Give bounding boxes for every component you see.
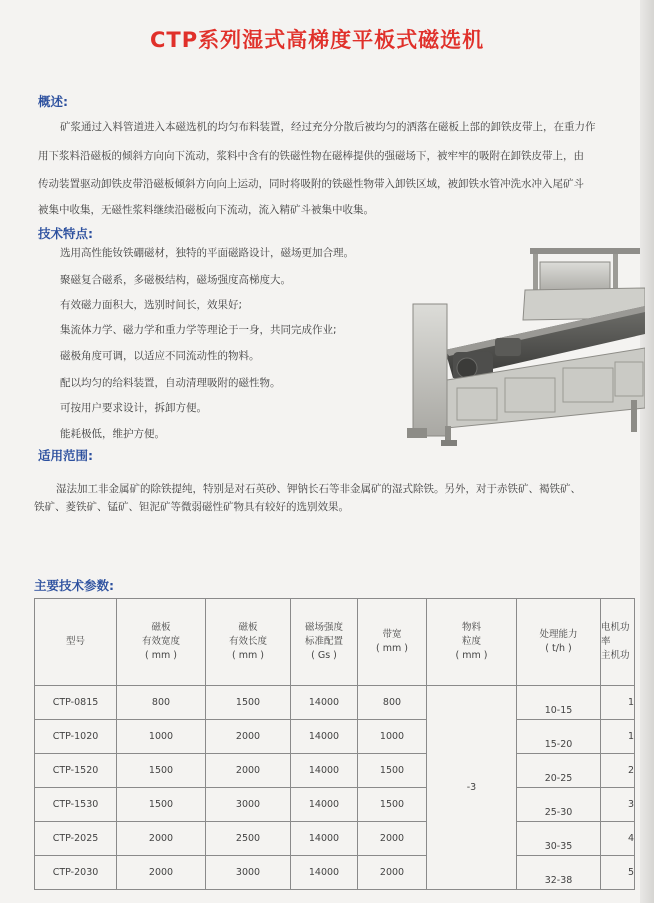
spec-table: [34, 598, 635, 890]
cell-capacity: 15-20: [517, 720, 601, 754]
cell-field: 14000: [291, 720, 358, 754]
cell-power: 2: [601, 754, 635, 788]
features-heading: 技术特点:: [38, 226, 93, 241]
cell-power: 4: [601, 822, 635, 856]
feature-item: 配以均匀的给料装置，自动清理吸附的磁性物。: [60, 377, 281, 389]
cell-field: 14000: [291, 686, 358, 720]
cell-width: 1500: [117, 754, 206, 788]
table-row: [35, 856, 635, 890]
cell-granularity: -3: [427, 686, 517, 890]
cell-model: CTP-2025: [35, 822, 117, 856]
cell-belt: 1500: [358, 788, 427, 822]
magnetic-separator-photo: [405, 240, 645, 452]
cell-width: 1000: [117, 720, 206, 754]
cell-power: 1: [601, 686, 635, 720]
cell-capacity: 25-30: [517, 788, 601, 822]
cell-capacity: 30-35: [517, 822, 601, 856]
cell-model: CTP-2030: [35, 856, 117, 890]
cell-power: 1: [601, 720, 635, 754]
feature-item: 有效磁力面积大，选别时间长，效果好;: [60, 299, 243, 311]
col-header-model: 型号: [35, 599, 117, 686]
feature-item: 可按用户要求设计，拆卸方便。: [60, 402, 207, 414]
col-header-power: 电机功率 主机功: [601, 599, 635, 686]
cell-belt: 2000: [358, 822, 427, 856]
cell-width: 1500: [117, 788, 206, 822]
col-header-belt: 带宽 ( mm ): [358, 599, 427, 686]
feature-item: 磁极角度可调，以适应不同流动性的物料。: [60, 350, 260, 362]
cell-field: 14000: [291, 788, 358, 822]
cell-length: 2500: [206, 822, 291, 856]
table-row: [35, 822, 635, 856]
cell-capacity: 32-38: [517, 856, 601, 890]
cell-belt: 800: [358, 686, 427, 720]
table-header-row: [35, 599, 635, 686]
scope-line: 铁矿、菱铁矿、锰矿、钽泥矿等微弱磁性矿物具有较好的选别效果。: [34, 501, 349, 513]
cell-length: 3000: [206, 856, 291, 890]
table-row: [35, 720, 635, 754]
cell-model: CTP-1520: [35, 754, 117, 788]
cell-belt: 1000: [358, 720, 427, 754]
cell-width: 2000: [117, 856, 206, 890]
cell-capacity: 20-25: [517, 754, 601, 788]
cell-width: 800: [117, 686, 206, 720]
cell-width: 2000: [117, 822, 206, 856]
overview-heading: 概述:: [38, 94, 68, 109]
cell-field: 14000: [291, 856, 358, 890]
overview-line: 用下浆料沿磁板的倾斜方向向下流动，浆料中含有的铁磁性物在磁棒提供的强磁场下，被牢牢的吸附在卸铁皮带上，由: [38, 150, 584, 162]
overview-line: 矿浆通过入料管道进入本磁选机的均匀布料装置，经过充分分散后被均匀的洒落在磁板上部的卸铁皮带上，在重力作: [60, 121, 596, 133]
cell-model: CTP-0815: [35, 686, 117, 720]
scope-line: 湿法加工非金属矿的除铁提纯，特别是对石英砂、钾钠长石等非金属矿的湿式除铁。另外，对于赤铁矿、褐铁矿、: [56, 483, 581, 495]
cell-length: 2000: [206, 720, 291, 754]
cell-length: 2000: [206, 754, 291, 788]
cell-power: 3: [601, 788, 635, 822]
feature-item: 集流体力学、磁力学和重力学等理论于一身，共同完成作业;: [60, 324, 337, 336]
col-header-capacity: 处理能力 ( t/h ): [517, 599, 601, 686]
cell-belt: 1500: [358, 754, 427, 788]
cell-power: 5: [601, 856, 635, 890]
overview-line: 被集中收集，无磁性浆料继续沿磁板向下流动，流入精矿斗被集中收集。: [38, 204, 374, 216]
cell-field: 14000: [291, 822, 358, 856]
cell-belt: 2000: [358, 856, 427, 890]
cell-model: CTP-1020: [35, 720, 117, 754]
table-row: [35, 788, 635, 822]
table-row: [35, 754, 635, 788]
cell-length: 1500: [206, 686, 291, 720]
col-header-length: 磁板 有效长度 ( mm ): [206, 599, 291, 686]
col-header-granularity: 物料 粒度 ( mm ): [427, 599, 517, 686]
col-header-width: 磁板 有效宽度 ( mm ): [117, 599, 206, 686]
feature-item: 聚磁复合磁系，多磁极结构，磁场强度高梯度大。: [60, 274, 291, 286]
col-header-field: 磁场强度 标准配置 ( Gs ): [291, 599, 358, 686]
feature-item: 选用高性能钕铁硼磁材，独特的平面磁路设计，磁场更加合理。: [60, 247, 354, 259]
cell-field: 14000: [291, 754, 358, 788]
feature-item: 能耗极低，维护方便。: [60, 428, 165, 440]
params-heading: 主要技术参数:: [34, 578, 114, 593]
table-row: [35, 686, 635, 720]
cell-model: CTP-1530: [35, 788, 117, 822]
page-title: CTP系列湿式高梯度平板式磁选机: [150, 28, 485, 52]
cell-length: 3000: [206, 788, 291, 822]
scope-heading: 适用范围:: [38, 448, 93, 463]
cell-capacity: 10-15: [517, 686, 601, 720]
overview-line: 传动装置驱动卸铁皮带沿磁板倾斜方向向上运动，同时将吸附的铁磁性物带入卸铁区域，被卸铁水管冲洗水冲入尾矿斗: [38, 178, 584, 190]
